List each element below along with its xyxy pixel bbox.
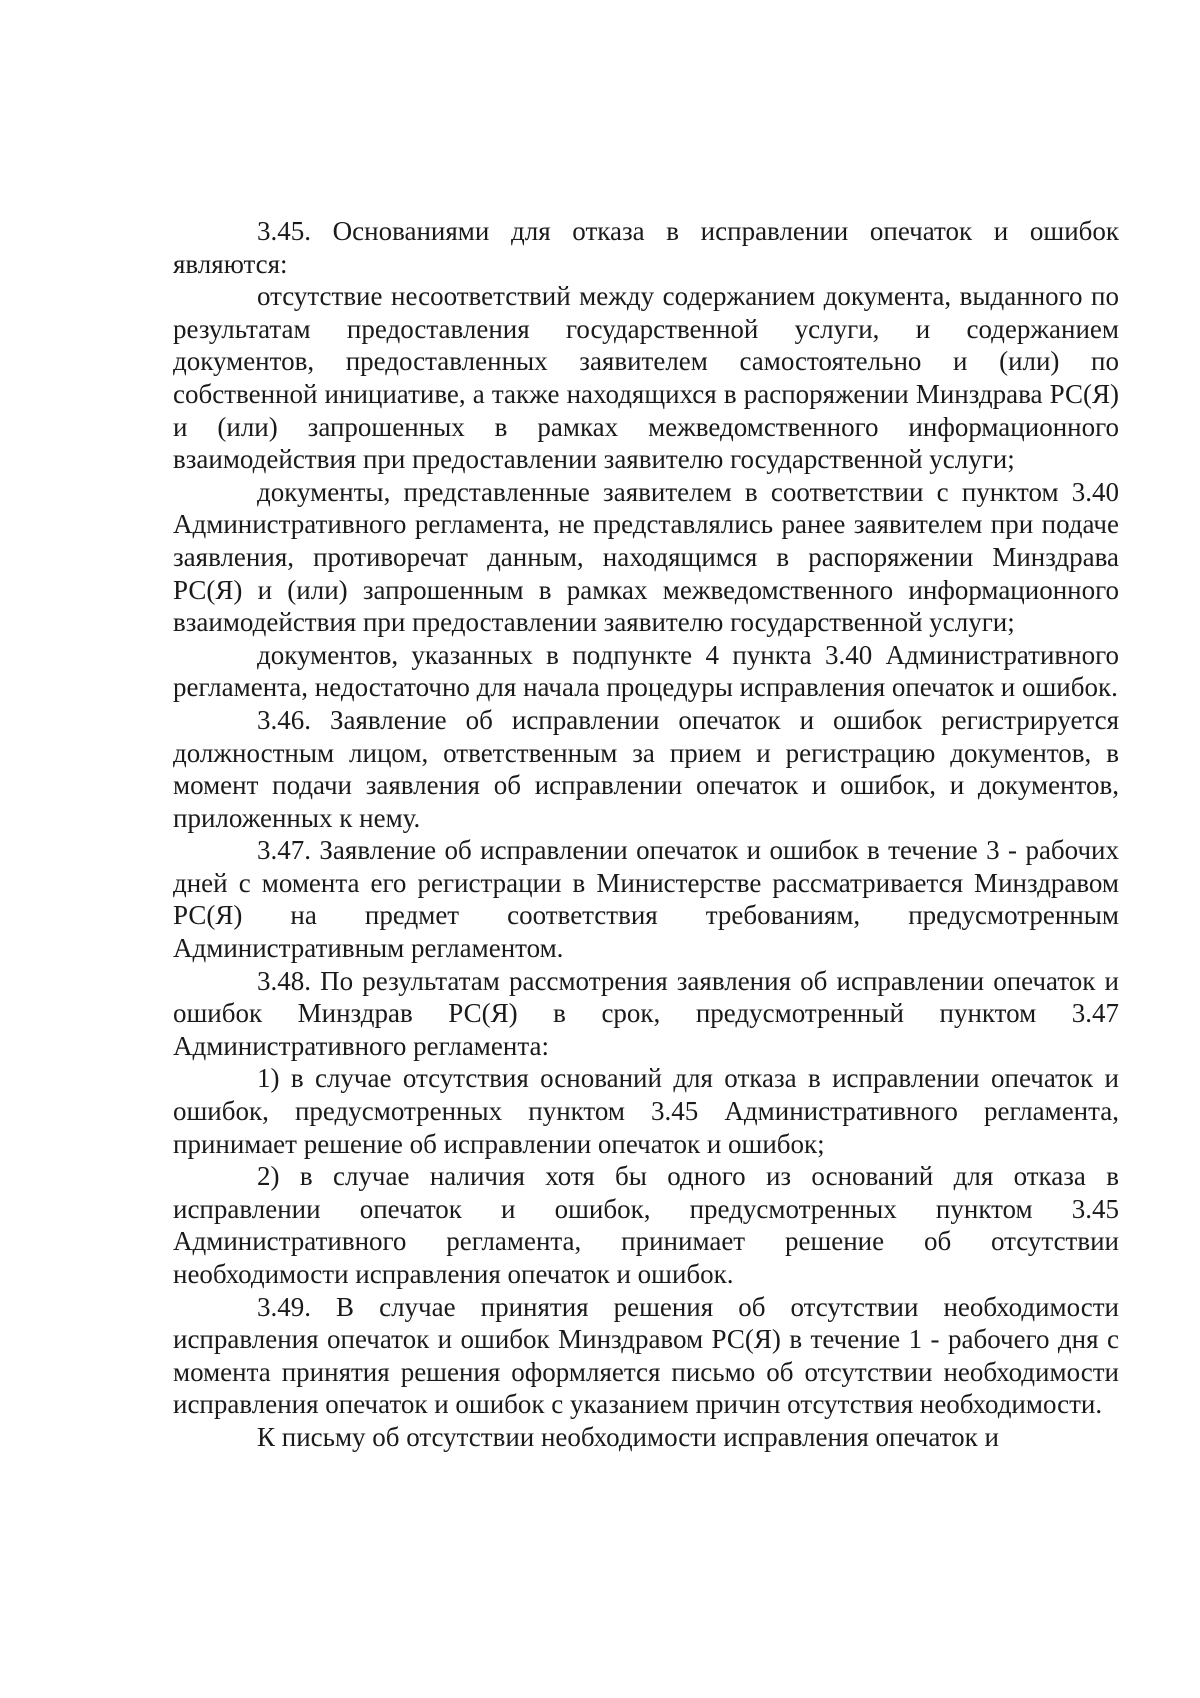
paragraph-3-48-item-1: 1) в случае отсутствия оснований для отказа в исправлении опечаток и ошибок, предусмотренных пунктом 3.45 Административного регламента, принимает решение об исправлении опечаток и ошибок; <box>173 1063 1119 1159</box>
paragraph-3-45: 3.45. Основаниями для отказа в исправлении опечаток и ошибок являются: <box>173 216 1119 279</box>
paragraph-no-discrepancies: отсутствие несоответствий между содержанием документа, выданного по результатам предоставления государственной услуги, и содержанием документов, предоставленных заявителем самостоятельно и (или) по собственной инициативе, а также находящихся в распоряжении Минздрава РС(Я) и (или) запрошенных в рамках межведомственного информационного взаимодействия при предоставлении заявителю государственной услуги; <box>173 281 1119 475</box>
paragraph-letter-attachment: К письму об отсутствии необходимости исправления опечаток и <box>257 1421 999 1452</box>
paragraph-3-47: 3.47. Заявление об исправлении опечаток и ошибок в течение 3 - рабочих дней с момента его регистрации в Министерстве рассматривается Минздравом РС(Я) на предмет соответствия требованиям, предусмотренным Административным регламентом. <box>173 835 1119 964</box>
paragraph-3-48-item-2: 2) в случае наличия хотя бы одного из оснований для отказа в исправлении опечаток и ошибок, предусмотренных пунктом 3.45 Административного регламента, принимает решение об отсутствии необходимости исправления опечаток и ошибок. <box>173 1161 1119 1289</box>
paragraph-3-46: 3.46. Заявление об исправлении опечаток и ошибок регистрируется должностным лицом, ответственным за прием и регистрацию документов, в момент подачи заявления об исправлении опечаток и ошибок, и документов, приложенных к нему. <box>173 704 1119 833</box>
paragraph-3-48: 3.48. По результатам рассмотрения заявления об исправлении опечаток и ошибок Минздрав РС(Я) в срок, предусмотренный пунктом 3.47 Административного регламента: <box>173 965 1119 1061</box>
paragraph-insufficient-documents: документов, указанных в подпункте 4 пункта 3.40 Административного регламента, недостаточно для начала процедуры исправления опечаток и ошибок. <box>173 639 1119 703</box>
document-body <box>173 215 1119 1454</box>
paragraph-3-49: 3.49. В случае принятия решения об отсутствии необходимости исправления опечаток и ошибок Минздравом РС(Я) в течение 1 - рабочего дня с момента принятия решения оформляется письмо об отсутствии необходимости исправления опечаток и ошибок с указанием причин отсутствия необходимости. <box>173 1291 1119 1420</box>
paragraph-documents-contradict: документы, представленные заявителем в соответствии с пунктом 3.40 Административного регламента, не представлялись ранее заявителем при подаче заявления, противоречат данным, находящимся в распоряжении Минздрава РС(Я) и (или) запрошенным в рамках межведомственного информационного взаимодействия при предоставлении заявителю государственной услуги; <box>173 476 1119 638</box>
